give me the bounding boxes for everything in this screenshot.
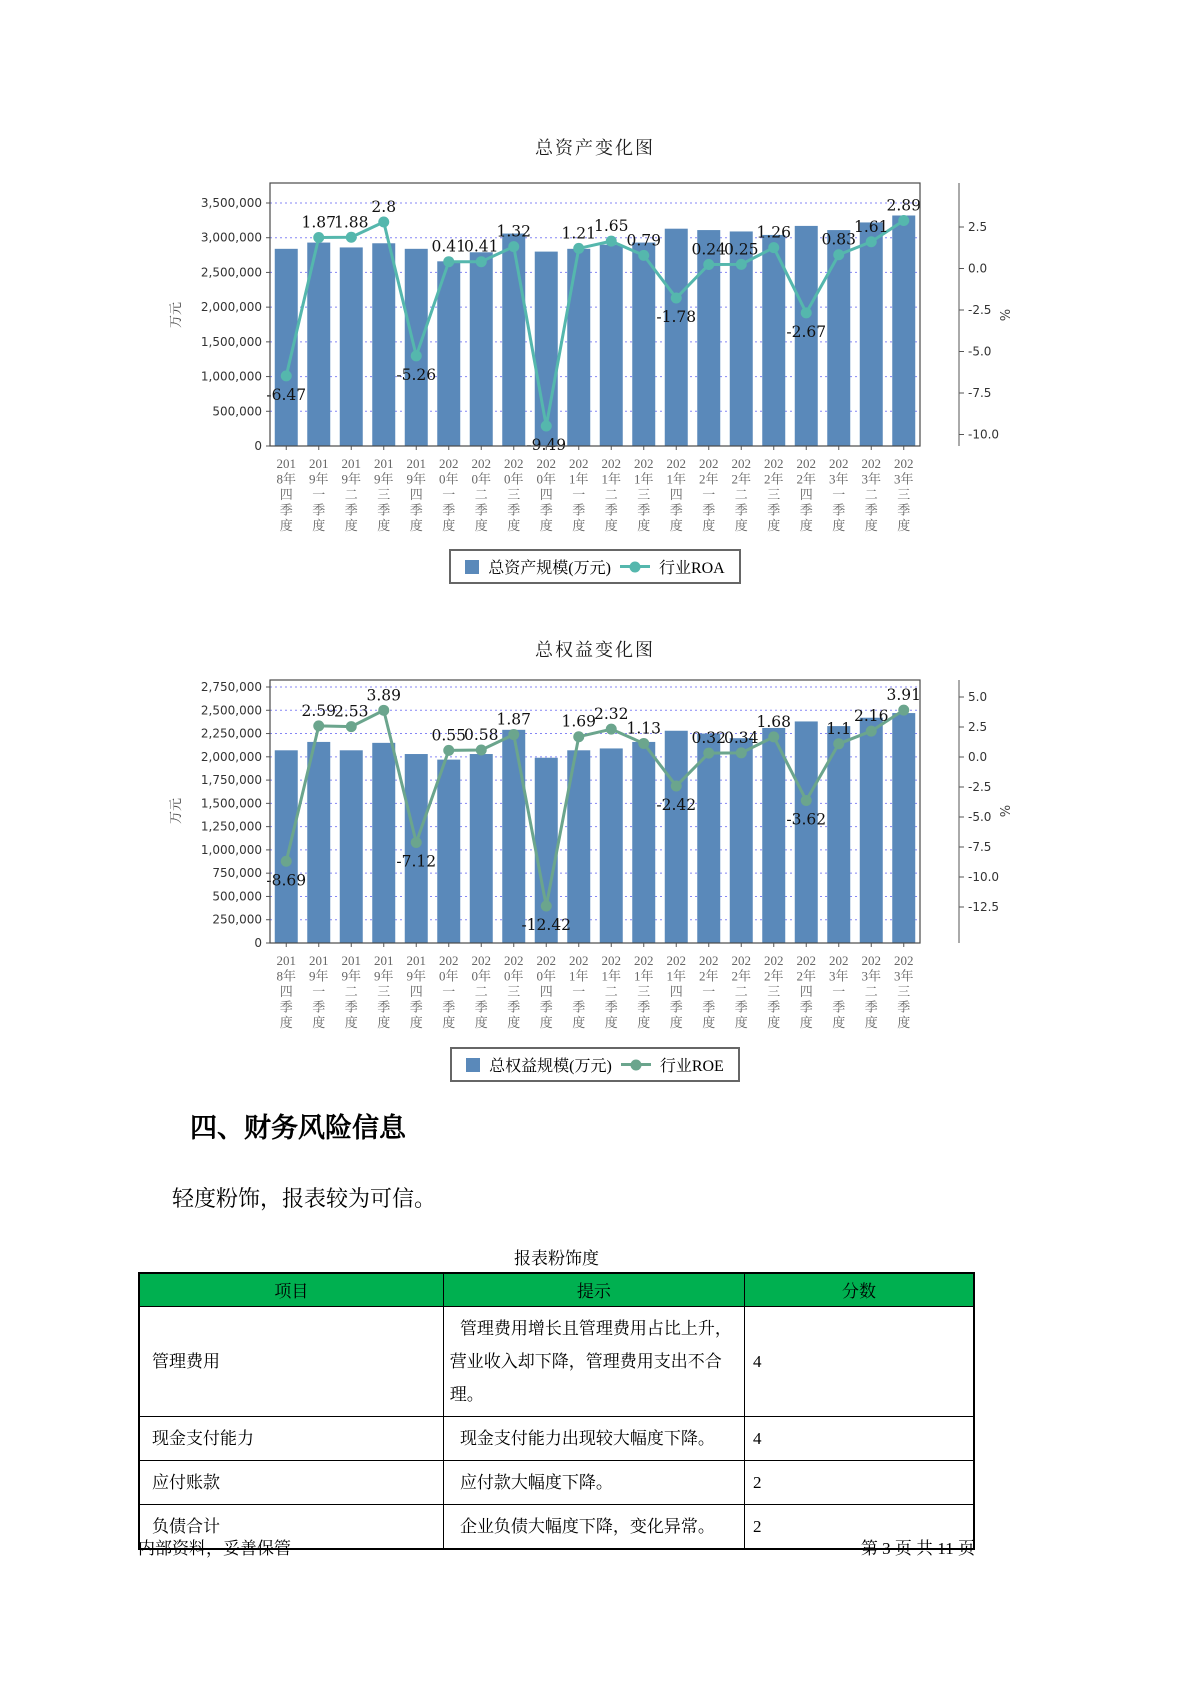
svg-text:2,500,000: 2,500,000 [200, 265, 262, 280]
x-category-label: 202 1年一季度 [568, 953, 589, 1030]
bar [860, 718, 883, 943]
x-category-label: 202 1年二季度 [601, 456, 622, 533]
point-label: 1.69 [561, 712, 597, 731]
data-point [801, 795, 812, 806]
bar [892, 215, 915, 446]
data-point [411, 350, 422, 361]
point-label: 1.26 [756, 223, 792, 242]
tip-cell: 应付款大幅度下降。 [443, 1460, 744, 1504]
left-axis-unit: 万元 [169, 797, 184, 825]
x-category-label: 202 0年一季度 [438, 953, 459, 1030]
svg-text:500,000: 500,000 [212, 404, 262, 419]
x-category-label: 202 3年二季度 [861, 456, 882, 533]
svg-text:-2.5: -2.5 [968, 303, 992, 317]
data-point [281, 370, 292, 381]
x-category-label: 202 3年三季度 [893, 953, 914, 1030]
x-category-label: 201 9年二季度 [341, 953, 362, 1030]
x-category-label: 202 2年一季度 [698, 456, 719, 533]
point-label: 2.16 [853, 707, 889, 726]
item-cell: 应付账款 [139, 1460, 443, 1504]
bar [372, 743, 395, 943]
point-label: 0.24 [691, 240, 727, 259]
data-point [346, 232, 357, 243]
point-label: 0.25 [723, 240, 759, 259]
x-category-label: 201 9年二季度 [341, 456, 362, 533]
x-category-label: 202 0年三季度 [503, 953, 524, 1030]
equity-chart-title: 总权益变化图 [535, 640, 655, 660]
line-legend-label: 行业ROE [659, 1058, 724, 1075]
point-label: 0.83 [821, 230, 857, 249]
x-category-label: 202 1年一季度 [568, 456, 589, 533]
point-label: 3.89 [366, 686, 402, 705]
svg-text:750,000: 750,000 [212, 866, 262, 881]
data-point [866, 236, 877, 247]
data-point [346, 721, 357, 732]
data-point [378, 217, 389, 228]
footer-page-number: 第 3 页 共 11 页 [860, 1539, 975, 1558]
x-category-label: 202 0年三季度 [503, 456, 524, 533]
bar [697, 734, 720, 943]
bar [632, 742, 655, 943]
data-point [866, 726, 877, 737]
point-label: 1.88 [333, 213, 369, 232]
data-point [703, 259, 714, 270]
point-label: 0.55 [431, 726, 467, 745]
data-point [541, 421, 552, 432]
point-label: 1.87 [496, 710, 532, 729]
point-label: 2.32 [593, 705, 629, 724]
svg-text:500,000: 500,000 [212, 889, 262, 904]
tip-cell: 企业负债大幅度下降，变化异常。 [443, 1504, 744, 1549]
svg-text:3,500,000: 3,500,000 [200, 196, 262, 210]
point-label: 3.91 [886, 686, 922, 705]
x-category-label: 202 1年四季度 [666, 456, 687, 533]
point-label: 0.58 [463, 726, 499, 745]
bar [600, 748, 623, 943]
x-category-label: 202 1年三季度 [633, 456, 654, 533]
data-point [378, 705, 389, 716]
svg-text:1,750,000: 1,750,000 [200, 773, 262, 788]
data-point [638, 250, 649, 261]
x-category-label: 202 0年四季度 [536, 456, 557, 533]
bar [405, 754, 428, 943]
bar-legend-label: 总权益规模(万元) [489, 1058, 612, 1075]
bar [535, 252, 558, 446]
svg-text:-10.0: -10.0 [968, 427, 1000, 442]
point-label: -12.42 [521, 916, 572, 935]
summary-paragraph: 轻度粉饰，报表较为可信。 [172, 1186, 437, 1211]
data-point [768, 242, 779, 253]
svg-text:2,000,000: 2,000,000 [200, 749, 262, 764]
point-label: 1.65 [593, 217, 629, 236]
bar [795, 721, 818, 943]
tip-cell: 现金支付能力出现较大幅度下降。 [443, 1416, 744, 1460]
data-point [281, 856, 292, 867]
x-category-label: 201 8年四季度 [276, 953, 297, 1030]
bar [340, 247, 363, 446]
point-label: 2.59 [301, 701, 337, 720]
svg-text:2,250,000: 2,250,000 [200, 726, 262, 741]
bar [827, 230, 850, 446]
item-cell: 管理费用 [139, 1306, 443, 1416]
bar [730, 738, 753, 943]
x-category-label: 202 2年四季度 [796, 456, 817, 533]
bar [470, 252, 493, 446]
point-label: 2.53 [333, 702, 369, 721]
data-point [313, 232, 324, 243]
report-dressing-table [138, 1272, 975, 1550]
bar [502, 234, 525, 446]
line-legend-label: 行业ROA [658, 560, 725, 577]
svg-text:-5.0: -5.0 [968, 810, 992, 824]
bar-legend-swatch [465, 560, 479, 574]
table-row [139, 1416, 974, 1460]
x-category-label: 202 3年二季度 [861, 953, 882, 1030]
data-point [671, 293, 682, 304]
point-label: 0.32 [691, 729, 727, 748]
data-point [476, 745, 487, 756]
bar [405, 249, 428, 446]
svg-text:-5.0: -5.0 [968, 344, 992, 359]
point-label: -1.78 [656, 308, 697, 327]
point-label: 2.8 [371, 198, 397, 217]
point-label: 0.41 [463, 237, 499, 256]
x-category-label: 202 1年二季度 [601, 953, 622, 1030]
svg-text:-10.0: -10.0 [968, 870, 1000, 884]
equity-chart-legend [270, 1047, 920, 1082]
point-label: 1.21 [561, 224, 597, 243]
point-label: 0.41 [431, 237, 467, 256]
item-cell: 负债合计 [139, 1504, 443, 1549]
x-category-label: 202 0年四季度 [536, 953, 557, 1030]
x-category-label: 202 2年四季度 [796, 953, 817, 1030]
section-heading: 四、财务风险信息 [190, 1113, 406, 1143]
bar [860, 222, 883, 446]
x-category-label: 202 0年二季度 [471, 953, 492, 1030]
data-point [606, 236, 617, 247]
point-label: 1.68 [756, 712, 792, 731]
point-label: -3.62 [786, 810, 827, 829]
right-axis-unit: % [996, 804, 1011, 818]
x-category-label: 202 2年一季度 [698, 953, 719, 1030]
data-point [833, 249, 844, 260]
svg-text:2.5: 2.5 [968, 720, 988, 734]
svg-text:1,000,000: 1,000,000 [200, 369, 262, 384]
svg-text:2,000,000: 2,000,000 [200, 300, 262, 315]
table-title: 报表粉饰度 [514, 1249, 599, 1268]
bar-legend-swatch [466, 1058, 480, 1072]
point-label: -8.69 [266, 871, 307, 890]
assets-chart-title: 总资产变化图 [535, 138, 655, 158]
x-category-label: 201 9年一季度 [308, 456, 329, 533]
bar [567, 249, 590, 446]
bar [437, 760, 460, 943]
header-item: 项目 [139, 1273, 443, 1306]
svg-text:5.0: 5.0 [968, 690, 988, 704]
score-cell: 2 [745, 1504, 974, 1549]
bar [470, 754, 493, 943]
data-point [476, 256, 487, 267]
bar [372, 243, 395, 446]
svg-text:0: 0 [254, 936, 262, 950]
point-label: 0.34 [723, 728, 759, 747]
svg-text:1,000,000: 1,000,000 [200, 842, 262, 857]
point-label: 1.61 [853, 217, 889, 236]
item-cell: 现金支付能力 [139, 1416, 443, 1460]
table-header-row [139, 1273, 974, 1306]
svg-text:2.5: 2.5 [968, 220, 988, 234]
line-legend-marker [621, 1063, 651, 1066]
x-category-label: 202 2年二季度 [731, 456, 752, 533]
data-point [736, 747, 747, 758]
data-point [768, 731, 779, 742]
bar [762, 728, 785, 943]
point-label: -2.42 [656, 796, 697, 815]
x-category-label: 202 1年四季度 [666, 953, 687, 1030]
bar [275, 750, 298, 943]
line-legend-marker [620, 565, 650, 568]
bar [665, 229, 688, 446]
data-point [703, 748, 714, 759]
svg-text:250,000: 250,000 [212, 912, 262, 927]
x-category-label: 202 0年一季度 [438, 456, 459, 533]
bar [340, 750, 363, 943]
data-point [573, 731, 584, 742]
score-cell: 4 [745, 1416, 974, 1460]
score-cell: 4 [745, 1306, 974, 1416]
assets-chart-legend [270, 549, 920, 584]
data-point [898, 705, 909, 716]
data-point [606, 724, 617, 735]
svg-text:-7.5: -7.5 [968, 386, 992, 400]
x-category-label: 202 2年二季度 [731, 953, 752, 1030]
data-point [736, 259, 747, 270]
svg-text:1,250,000: 1,250,000 [200, 819, 262, 834]
point-label: -5.26 [396, 365, 437, 384]
data-point [443, 745, 454, 756]
bar [502, 730, 525, 943]
x-category-label: 202 1年三季度 [633, 953, 654, 1030]
data-point [573, 243, 584, 254]
x-category-label: 202 2年三季度 [763, 953, 784, 1030]
bar [892, 713, 915, 943]
data-point [671, 781, 682, 792]
point-label: 1.87 [301, 213, 337, 232]
x-category-label: 201 9年四季度 [406, 953, 427, 1030]
data-point [833, 738, 844, 749]
x-category-label: 201 9年四季度 [406, 456, 427, 533]
data-point [801, 307, 812, 318]
tip-cell: 管理费用增长且管理费用占比上升，营业收入却下降，管理费用支出不合理。 [443, 1306, 744, 1416]
point-label: -7.12 [396, 852, 437, 871]
svg-text:1,500,000: 1,500,000 [200, 334, 262, 349]
footer-confidential-note: 内部资料，妥善保管 [138, 1539, 291, 1558]
svg-text:1,500,000: 1,500,000 [200, 796, 262, 811]
header-score: 分数 [745, 1273, 974, 1306]
x-category-label: 202 3年一季度 [828, 456, 849, 533]
bar-legend-label: 总资产规模(万元) [488, 560, 611, 577]
x-category-label: 202 3年一季度 [828, 953, 849, 1030]
table-row [139, 1460, 974, 1504]
point-label: -6.47 [266, 385, 307, 404]
score-cell: 2 [745, 1460, 974, 1504]
x-category-label: 202 3年三季度 [893, 456, 914, 533]
data-point [898, 215, 909, 226]
point-label: -9.49 [526, 436, 567, 455]
svg-text:2,750,000: 2,750,000 [200, 680, 262, 694]
data-point [313, 720, 324, 731]
svg-text:-7.5: -7.5 [968, 840, 992, 854]
data-point [443, 256, 454, 267]
right-axis-unit: % [996, 308, 1011, 322]
x-category-label: 201 9年一季度 [308, 953, 329, 1030]
point-label: 2.89 [886, 196, 922, 215]
bar [307, 742, 330, 943]
bar [665, 731, 688, 943]
svg-text:0: 0 [254, 439, 262, 453]
bar [600, 245, 623, 446]
point-label: 1.13 [626, 719, 662, 738]
svg-text:3,000,000: 3,000,000 [200, 230, 262, 245]
x-category-label: 201 9年三季度 [373, 953, 394, 1030]
data-point [638, 738, 649, 749]
table-row [139, 1306, 974, 1416]
x-category-label: 202 2年三季度 [763, 456, 784, 533]
data-point [508, 729, 519, 740]
point-label: 0.79 [626, 231, 662, 250]
x-category-label: 201 9年三季度 [373, 456, 394, 533]
point-label: -2.67 [786, 322, 827, 341]
svg-text:0.0: 0.0 [968, 750, 988, 764]
data-point [411, 837, 422, 848]
svg-text:-2.5: -2.5 [968, 780, 992, 794]
svg-text:2,500,000: 2,500,000 [200, 703, 262, 718]
x-category-label: 202 0年二季度 [471, 456, 492, 533]
data-point [541, 901, 552, 912]
data-point [508, 241, 519, 252]
point-label: 1.32 [496, 222, 532, 241]
svg-text:-12.5: -12.5 [968, 900, 1000, 914]
point-label: 1.1 [826, 719, 852, 738]
bar [632, 243, 655, 446]
header-tip: 提示 [443, 1273, 744, 1306]
left-axis-unit: 万元 [169, 301, 184, 329]
svg-text:0.0: 0.0 [968, 261, 988, 276]
x-category-label: 201 8年四季度 [276, 456, 297, 533]
